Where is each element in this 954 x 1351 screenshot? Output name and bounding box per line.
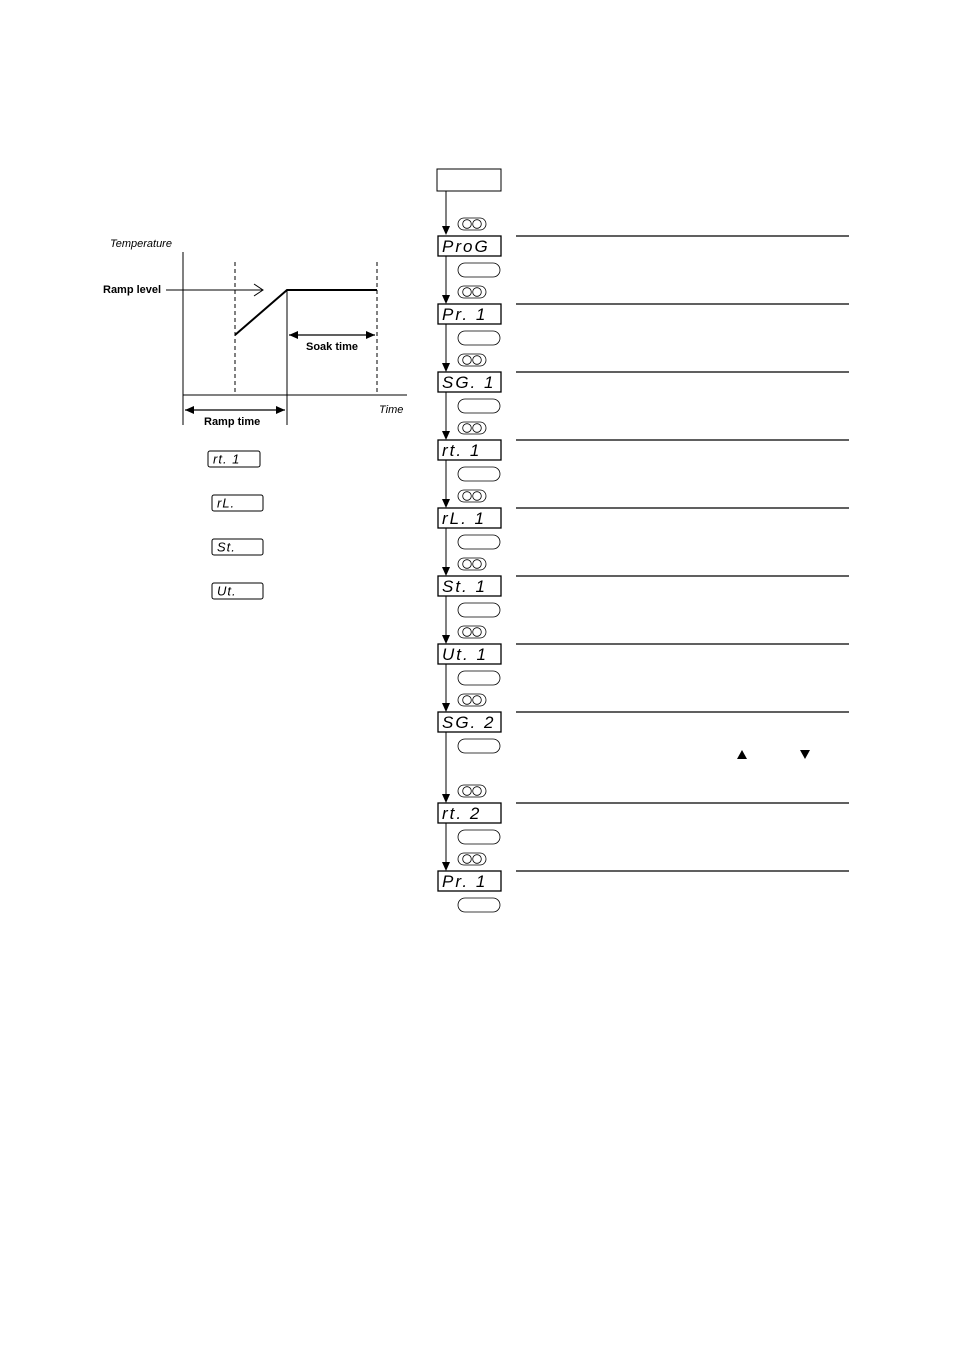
flow-chart (437, 169, 849, 912)
ramp-level-label: Ramp level (103, 284, 162, 296)
flow-display-text: SG. 2 (442, 713, 496, 732)
flow-arrowhead-icon (442, 226, 450, 235)
ramp-soak-graph (103, 238, 407, 428)
double-key-icon (458, 286, 486, 298)
flow-display-text: Pr. 1 (442, 305, 488, 324)
start-box (437, 169, 501, 191)
oval-key-icon (458, 739, 500, 753)
double-key-icon (458, 853, 486, 865)
flow-display-text: rt. 1 (442, 441, 482, 460)
soak-time-label: Soak time (306, 341, 358, 353)
temperature-profile (235, 290, 377, 335)
flow-display-text: Pr. 1 (442, 872, 488, 891)
oval-key-icon (458, 671, 500, 685)
double-key-icon (458, 694, 486, 706)
oval-key-icon (458, 399, 500, 413)
triangle-up-icon (737, 750, 747, 759)
ramp-time-label: Ramp time (204, 416, 261, 428)
flow-display-text: SG. 1 (442, 373, 496, 392)
legend-display-text: Ut. (217, 583, 237, 599)
flow-display-text: rL. 1 (442, 509, 487, 528)
oval-key-icon (458, 535, 500, 549)
double-key-icon (458, 490, 486, 502)
double-key-icon (458, 422, 486, 434)
oval-key-icon (458, 467, 500, 481)
double-key-icon (458, 558, 486, 570)
legend-display-text: rL. (217, 495, 236, 511)
oval-key-icon (458, 331, 500, 345)
flow-arrowhead-icon (442, 499, 450, 508)
flow-arrowhead-icon (442, 295, 450, 304)
flow-arrowhead-icon (442, 703, 450, 712)
time-axis-label: Time (379, 404, 404, 416)
double-key-icon (458, 218, 486, 230)
double-key-icon (458, 354, 486, 366)
flow-arrowhead-icon (442, 431, 450, 440)
parameter-legend (208, 451, 263, 599)
legend-display-text: St. (217, 539, 236, 555)
oval-key-icon (458, 603, 500, 617)
double-key-icon (458, 785, 486, 797)
oval-key-icon (458, 898, 500, 912)
temperature-axis-label: Temperature (110, 238, 172, 250)
legend-display-text: rt. 1 (213, 451, 241, 467)
flow-arrowhead-icon (442, 363, 450, 372)
flow-arrowhead-icon (442, 862, 450, 871)
flow-arrowhead-icon (442, 567, 450, 576)
flow-display-text: St. 1 (442, 577, 487, 596)
flow-arrowhead-icon (442, 635, 450, 644)
flow-display-text: rt. 2 (442, 804, 482, 823)
flow-display-text: Ut. 1 (442, 645, 488, 664)
triangle-down-icon (800, 750, 810, 759)
oval-key-icon (458, 263, 500, 277)
flow-arrowhead-icon (442, 794, 450, 803)
double-key-icon (458, 626, 486, 638)
oval-key-icon (458, 830, 500, 844)
flow-display-text: ProG (442, 237, 490, 256)
